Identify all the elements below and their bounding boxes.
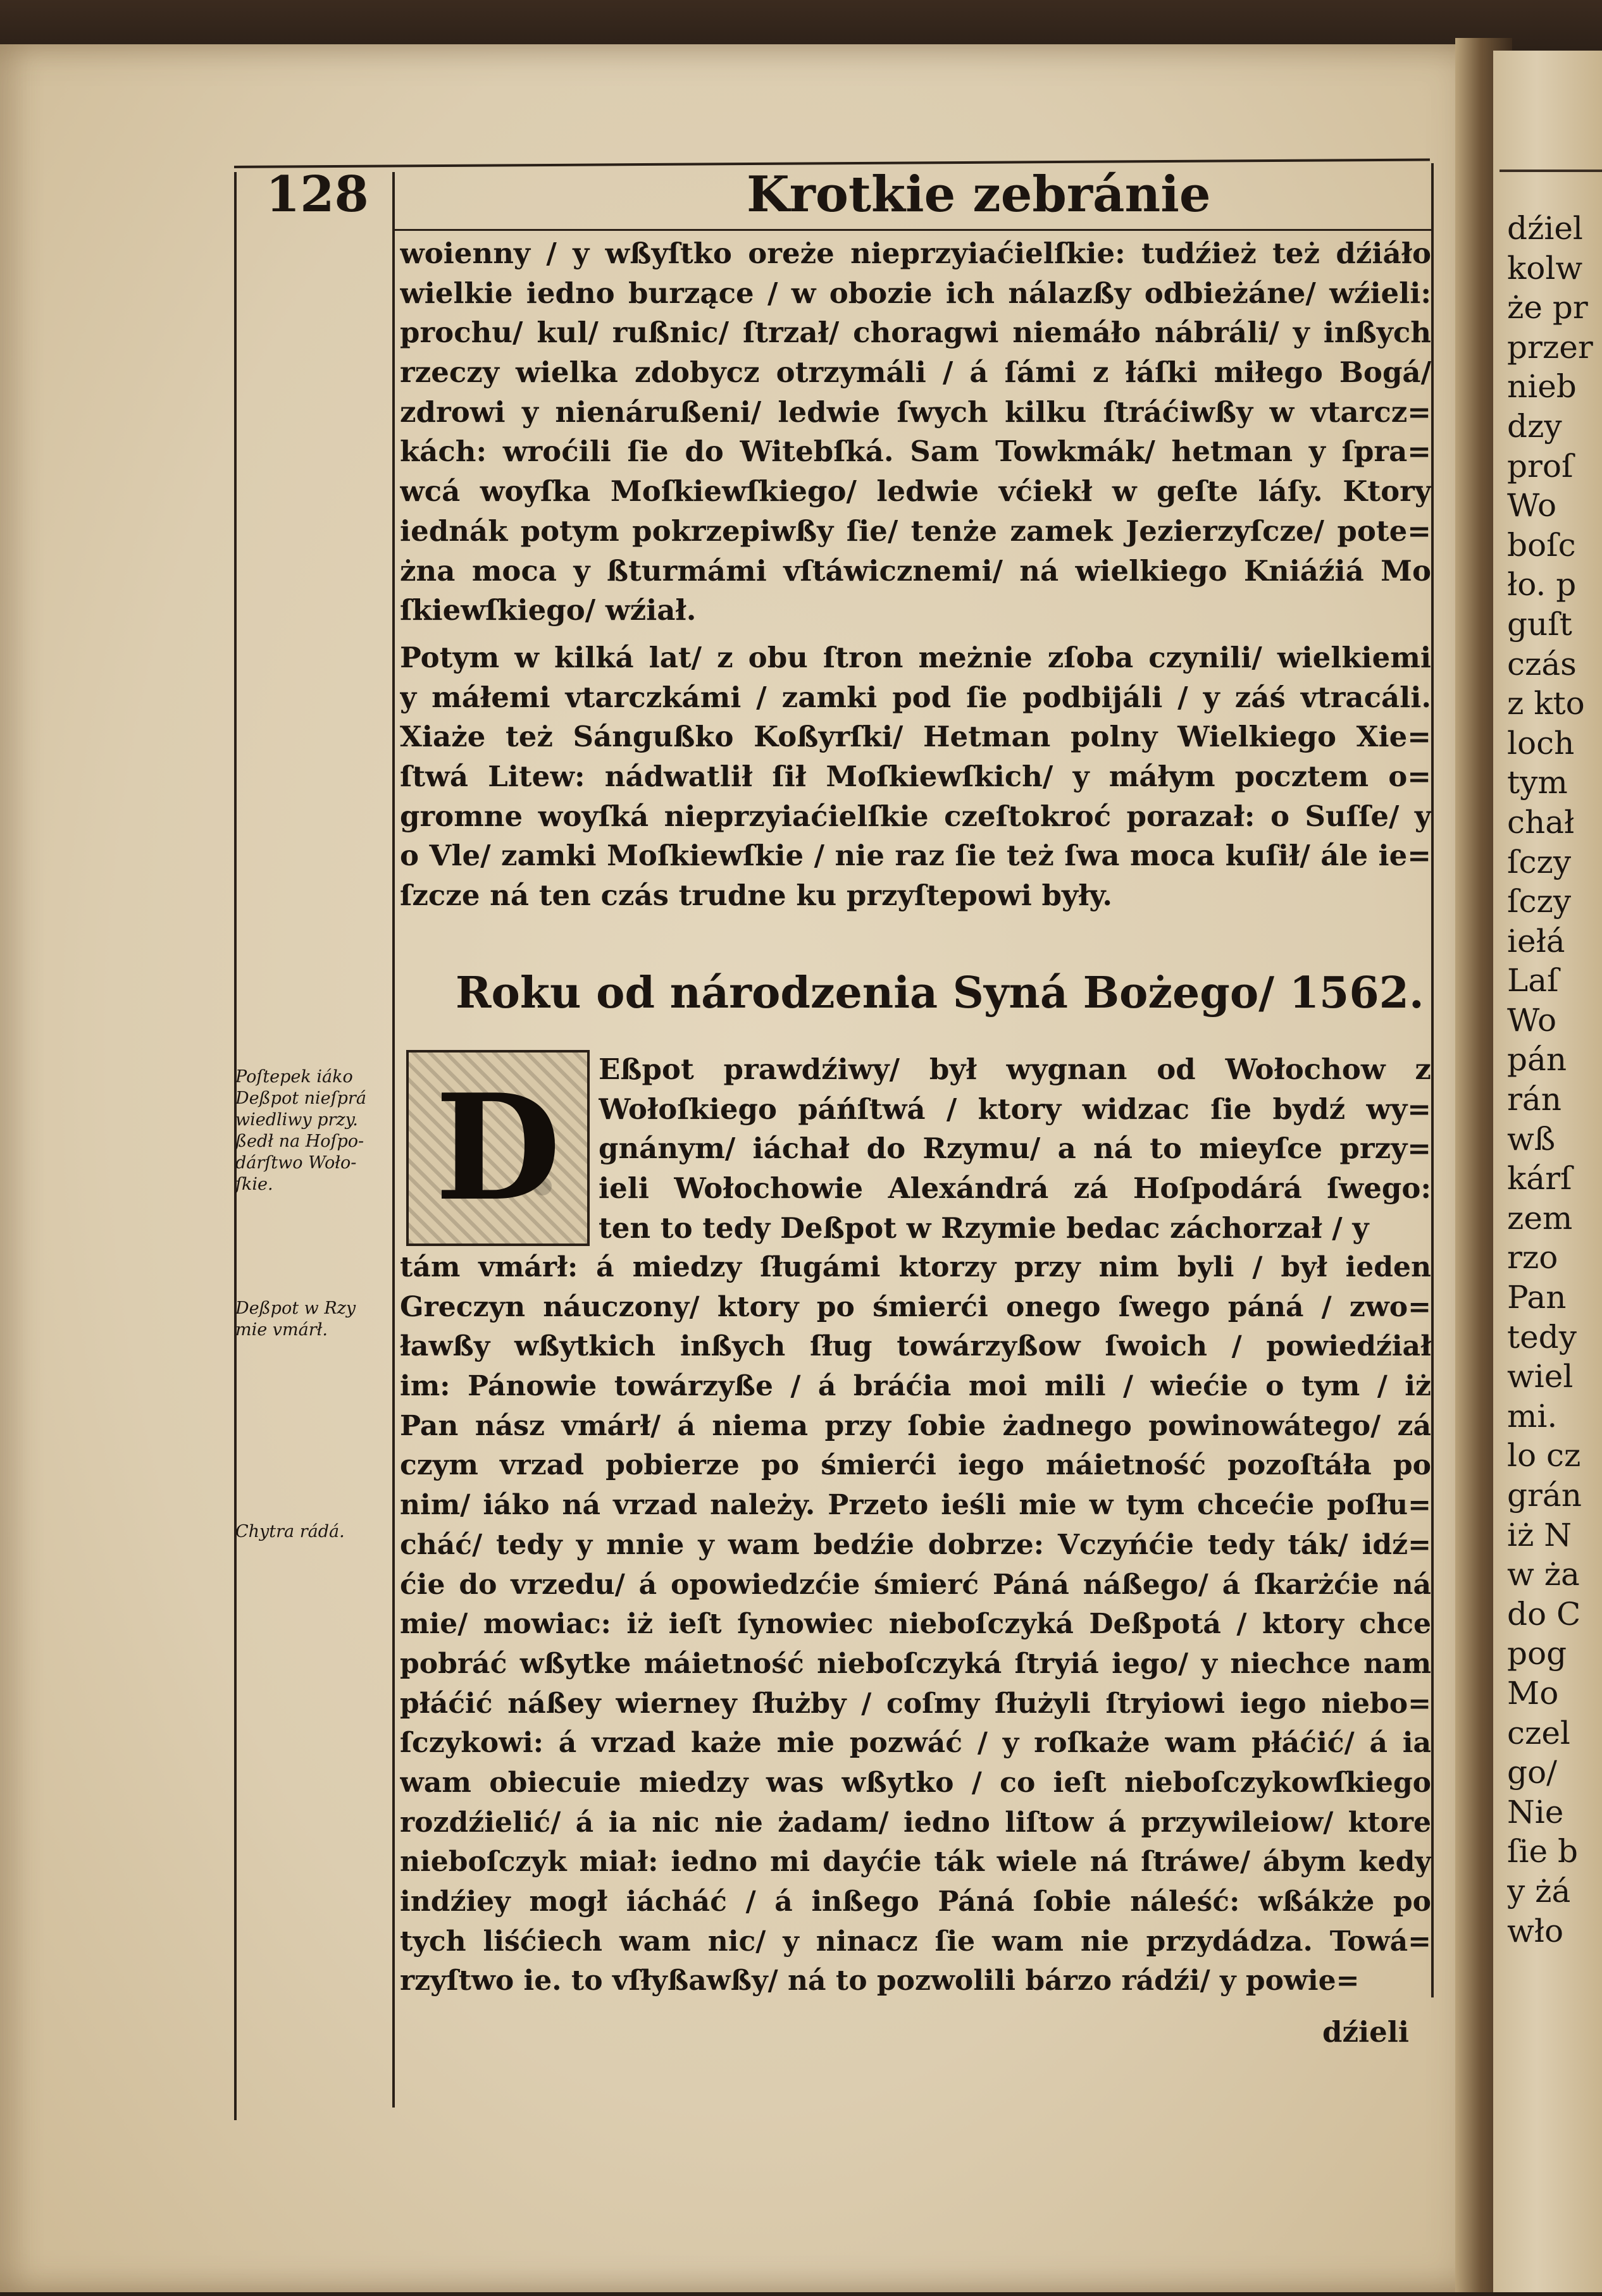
facing-page-fragment: czel xyxy=(1507,1714,1570,1751)
text-line: rozdźielić/ á ia nic nie żadam/ iedno liſtow á przywileiow/ ktore xyxy=(400,1806,1431,1839)
facing-page-fragment: lo cz xyxy=(1507,1437,1581,1474)
facing-page-fragment: proſ xyxy=(1507,447,1574,485)
margin-divider-rule xyxy=(392,172,395,2108)
text-line: im: Pánowie towárzyße / á bráćia moi mili / wiećie o tym / iż xyxy=(400,1370,1431,1403)
facing-page-fragment: ſczy xyxy=(1507,883,1572,920)
facing-page-fragment: grán xyxy=(1507,1477,1582,1514)
text-line: indźiey mogł iácháć / á inßego Páná ſobie náleść: wßákże po xyxy=(400,1886,1431,1918)
facing-page-fragment: guſt xyxy=(1507,605,1572,643)
text-line: ten to tedy Deßpot w Rzymie bedac záchorzał / y xyxy=(599,1211,1369,1245)
text-line: kách: wroćili ſie do Witebſká. Sam Towkmák/ hetman y ſpra= xyxy=(400,435,1431,469)
margin-note-3 xyxy=(235,1521,391,1543)
facing-page-fragment: tym xyxy=(1507,764,1568,801)
facing-page-fragment: dźiel xyxy=(1507,210,1583,247)
text-line: ieli Wołochowie Alexándrá zá Hoſpodárá ſwego: xyxy=(599,1171,1431,1206)
margin-note-1 xyxy=(235,1066,391,1195)
text-line: Xiaże też Sángußko Koßyrſki/ Hetman polny Wielkiego Xie= xyxy=(400,720,1431,754)
text-line: ſtwá Litew: nádwatlił ſił Moſkiewſkich/ y máłym pocztem o= xyxy=(400,760,1431,794)
facing-page-fragment: chał xyxy=(1507,803,1575,841)
page-number: 128 xyxy=(266,166,369,223)
facing-page-fragment: czás xyxy=(1507,645,1577,682)
text-line: Greczyn náuczony/ ktory po śmierći onego ſwego páná / zwo= xyxy=(400,1290,1431,1323)
text-block-beside-initial xyxy=(599,1050,1431,1248)
text-line: żna moca y ßturmámi vſtáwicznemi/ ná wielkiego Kniáźiá Mo xyxy=(400,553,1431,588)
frame-right-rule xyxy=(1431,163,1434,1997)
facing-page-fragment: przer xyxy=(1507,328,1593,366)
text-line: gromne woyſká nieprzyiaćielſkie czeſtokroć porazał: o Suſſe/ y xyxy=(400,799,1431,833)
facing-page-fragment: iełá xyxy=(1507,922,1565,960)
facing-page-fragment: ſie b xyxy=(1507,1833,1578,1870)
facing-page-fragment: go/ xyxy=(1507,1754,1557,1791)
facing-page-fragment: loch xyxy=(1507,724,1575,762)
facing-page-fragment: wło xyxy=(1507,1912,1564,1949)
section-heading: Roku od národzenia Syná Bożego/ 1562. xyxy=(456,968,1424,1018)
margin-note-line: ſkie. xyxy=(235,1175,273,1194)
margin-note-line: wiedliwy przy. xyxy=(235,1110,358,1130)
facing-page-fragment: y żá xyxy=(1507,1872,1571,1910)
text-line: tám vmárł: á miedzy ſługámi ktorzy przy nim byli / był ieden xyxy=(400,1251,1431,1283)
margin-note-line: Deßpot nieſprá xyxy=(235,1089,366,1108)
text-line: wielkie iedno burzące / w obozie ich nálazßy odbieżáne/ wźieli: xyxy=(400,276,1431,310)
facing-page-fragment: rán xyxy=(1507,1081,1562,1118)
text-line: rzyſtwo ie. to vſłyßawßy/ ná to pozwolili bárzo rádźi/ y powie= xyxy=(400,1965,1360,1997)
text-line: tych liśćiech wam nic/ y ninacz ſie wam nie przydádza. Towá= xyxy=(400,1925,1431,1958)
text-block-main xyxy=(400,1248,1431,2001)
text-line: nieboſczyk miał: iedno mi dayćie ták wiele ná ſtráwe/ ábym kedy xyxy=(400,1846,1431,1879)
text-line: ſzcze ná ten czás trudne ku przyſtepowi były. xyxy=(400,879,1113,913)
margin-note-2 xyxy=(235,1298,391,1341)
text-line: o Vle/ zamki Moſkiewſkie / nie raz ſie też ſwa moca kuſił/ ále ie= xyxy=(400,839,1431,873)
facing-page-fragment: wiel xyxy=(1507,1358,1574,1395)
catchword: dźieli xyxy=(1322,2015,1409,2049)
facing-page-fragment: pán xyxy=(1507,1041,1567,1078)
text-line: pobráć wßytke máietność nieboſczyká ſtryiá iego/ y niechce nam xyxy=(400,1647,1431,1680)
text-line: ſkiewſkiego/ wźiał. xyxy=(400,593,697,627)
running-head: Krotkie zebránie xyxy=(747,166,1211,223)
text-line: wcá woyſka Moſkiewſkiego/ ledwie vćiekł w geſte láſy. Ktory xyxy=(400,474,1431,509)
facing-page-rule xyxy=(1500,170,1602,172)
facing-page-fragment: iż N xyxy=(1507,1516,1572,1553)
text-line: nim/ iáko ná vrzad należy. Przeto ieśli mie w tym chcećie poſłu= xyxy=(400,1489,1431,1522)
text-line: płáćić náßey wierney ſłużby / coſmy ſłużyli ſtryiowi iego niebo= xyxy=(400,1687,1431,1720)
margin-note-line: Deßpot w Rzy xyxy=(235,1299,356,1318)
text-line: zdrowi y nienárußeni/ ledwie ſwych kilku ſtráćiwßy w vtarcz= xyxy=(400,395,1431,429)
facing-page-fragment: boſc xyxy=(1507,526,1576,564)
text-line: Wołoſkiego páńſtwá / ktory widzac ſie bydź wy= xyxy=(599,1092,1431,1126)
facing-page-text xyxy=(1507,209,1602,2296)
facing-page-fragment: tedy xyxy=(1507,1318,1577,1355)
text-line: gnánym/ iáchał do Rzymu/ a ná to mieyſce przy= xyxy=(599,1132,1431,1166)
text-line: mie/ mowiac: iż ieſt ſynowiec nieboſczyká Deßpotá / ktory chce xyxy=(400,1608,1431,1641)
facing-page-fragment: dzy xyxy=(1507,407,1562,445)
header-rule xyxy=(392,229,1431,231)
facing-page-fragment: Wo xyxy=(1507,487,1557,524)
margin-note-line: Chytra rádá. xyxy=(235,1522,345,1541)
margin-note-line: dárſtwo Woło- xyxy=(235,1153,357,1173)
text-line: y máłemi vtarczkámi / zamki pod ſie podbijáli / y záś vtracáli. xyxy=(400,680,1431,714)
facing-page-fragment: rzo xyxy=(1507,1239,1558,1276)
text-line: Pan nász vmárł/ á niema przy ſobie żadnego powinowátego/ zá xyxy=(400,1409,1431,1442)
initial-letter: D xyxy=(435,1063,561,1233)
text-line: ſczykowi: á vrzad każe mie pozwáć / y roſkaże wam płáćić/ á ia xyxy=(400,1727,1431,1760)
text-line: Eßpot prawdźiwy/ był wygnan od Wołochow z xyxy=(599,1052,1431,1086)
facing-page-fragment: ſczy xyxy=(1507,843,1572,880)
facing-page-fragment: zem xyxy=(1507,1199,1573,1237)
margin-note-line: mie vmárł. xyxy=(235,1320,328,1340)
facing-page-fragment: pog xyxy=(1507,1635,1567,1672)
text-line: Potym w kilká lat/ z obu ſtron meżnie zſoba czynili/ wielkiemi xyxy=(400,641,1431,674)
facing-page-fragment: Wo xyxy=(1507,1001,1557,1039)
facing-page-fragment: kárſ xyxy=(1507,1160,1572,1197)
text-line: prochu/ kul/ rußnic/ ſtrzał/ choragwi niemáło nábráli/ y inßych xyxy=(400,316,1431,350)
facing-page-fragment: wß xyxy=(1507,1120,1556,1157)
facing-page-fragment: Pan xyxy=(1507,1279,1567,1316)
facing-page-fragment: kolw xyxy=(1507,249,1583,287)
text-line: woienny / y wßyſtko oreże nieprzyiaćielſkie: tudźież też dźiáło xyxy=(400,237,1431,270)
facing-page-fragment: z kto xyxy=(1507,685,1585,722)
text-line: czym vrzad pobierze po śmierći iego máietność pozoſtáła po xyxy=(400,1449,1431,1482)
facing-page-fragment: ło. p xyxy=(1507,566,1577,603)
facing-page-fragment: że pr xyxy=(1507,289,1588,326)
facing-page-fragment: Nie xyxy=(1507,1793,1564,1830)
facing-page-fragment: nieb xyxy=(1507,368,1577,405)
facing-page-fragment: do C xyxy=(1507,1595,1581,1633)
facing-page-fragment: Mo xyxy=(1507,1674,1559,1712)
facing-page-fragment: Laſ xyxy=(1507,962,1559,999)
text-line: iednák potym pokrzepiwßy ſie/ tenże zamek Jezierzyſcze/ pote= xyxy=(400,514,1431,548)
text-line: cháć/ tedy y mnie y wam bedźie dobrze: Vczyńćie tedy ták/ idź= xyxy=(400,1528,1431,1561)
text-block-paragraph-2 xyxy=(400,638,1431,916)
text-block-top xyxy=(400,234,1431,631)
text-line: wam obiecuie miedzy was wßytko / co ieſt nieboſczykowſkiego xyxy=(400,1766,1431,1799)
margin-note-line: Poſtepek iáko xyxy=(235,1067,353,1087)
decorated-initial xyxy=(406,1050,590,1246)
text-line: rzeczy wielka zdobycz otrzymáli / á ſámi z łáſki miłego Bogá/ xyxy=(400,355,1431,390)
facing-page-fragment: w ża xyxy=(1507,1556,1580,1593)
margin-note-line: ßedł na Hoſpo- xyxy=(235,1132,364,1151)
facing-page-fragment: mi. xyxy=(1507,1397,1558,1435)
text-line: ławßy wßytkich inßych ſług towárzyßow ſwoich / powiedźiał xyxy=(400,1330,1431,1363)
text-line: ćie do vrzedu/ á opowiedzćie śmierć Páná náßego/ á ſkarżćie ná xyxy=(400,1568,1431,1601)
